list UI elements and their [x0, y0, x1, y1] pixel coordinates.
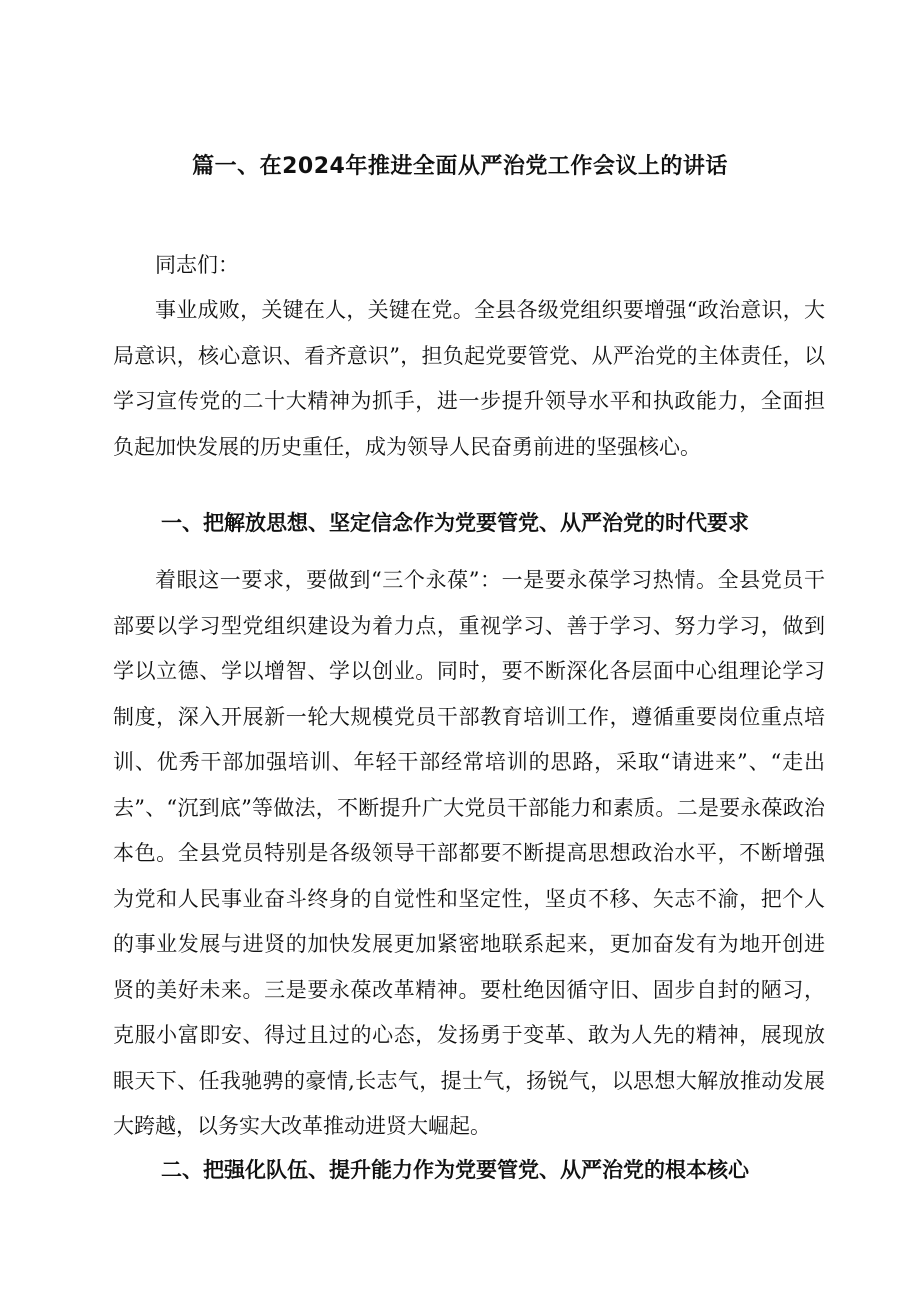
paragraph-intro: 事业成败，关键在人，关键在党。全县各级党组织要增强“政治意识，大局意识，核心意识、看齐意识”，担负起党要管党、从严治党的主体责任，以学习宣传党的二十大精神为抓手，进一步提升领导水平和执政能力，全面担负起加快发展的历史重任，成为领导人民奋勇前进的坚强核心。	[113, 298, 825, 459]
paragraph-section-1: 着眼这一要求，要做到“三个永葆”：一是要永葆学习热情。全县党员干部要以学习型党组织建设为着力点，重视学习、善于学习、努力学习，做到学以立德、学以增智、学以创业。同时，要不断深化各层面中心组理论学习制度，深入开展新一轮大规模党员干部教育培训工作，遵循重要岗位重点培训、优秀干部加强培训、年轻干部经常培训的思路，采取“请进来”、“走出去”、“沉到底”等做法，不断提升广大党员干部能力和素质。二是要永葆政治本色。全县党员特别是各级领导干部都要不断提高思想政治水平，不断增强为党和人民事业奋斗终身的自觉性和坚定性，坚贞不移、矢志不渝，把个人的事业发展与进贤的加快发展更加紧密地联系起来，更加奋发有为地开创进贤的美好未来。三是要永葆改革精神。要杜绝因循守旧、固步自封的陋习，克服小富即安、得过且过的心态，发扬勇于变革、敢为人先的精神，展现放眼天下、任我驰骋的豪情,长志气，提士气，扬锐气，以思想大解放推动发展大跨越，以务实大改革推动进贤大崛起。	[113, 568, 825, 1138]
document-title: 篇一、在2024年推进全面从严治党工作会议上的讲话	[192, 154, 728, 179]
salutation: 同志们：	[155, 253, 239, 277]
section-heading-2: 二、把强化队伍、提升能力作为党要管党、从严治党的根本核心	[161, 1158, 749, 1182]
section-heading-1: 一、把解放思想、坚定信念作为党要管党、从严治党的时代要求	[161, 511, 749, 535]
